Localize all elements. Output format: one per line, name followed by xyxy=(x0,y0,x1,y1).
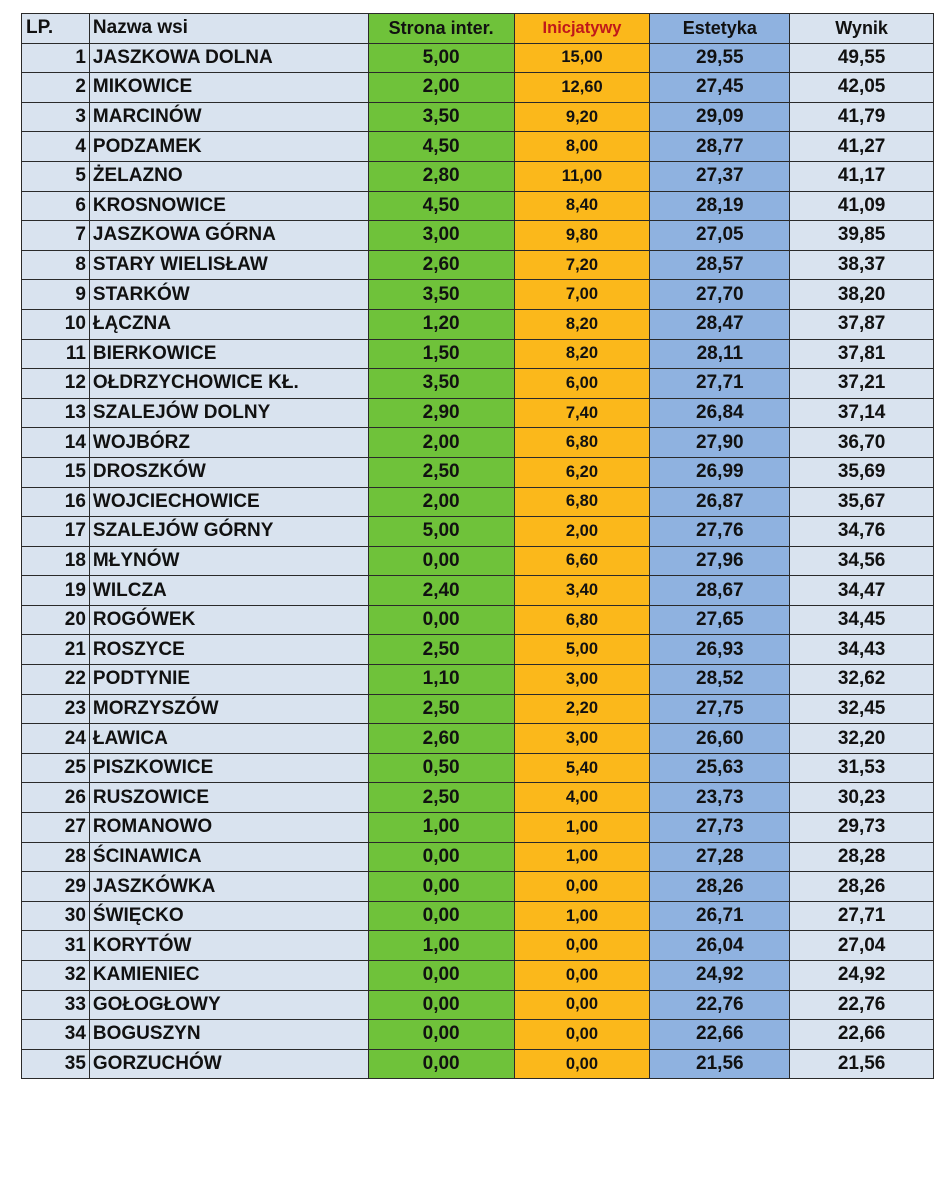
cell-strona: 5,00 xyxy=(368,43,514,73)
table-row xyxy=(22,665,934,695)
table-row xyxy=(22,1020,934,1050)
header-strona: Strona inter. xyxy=(368,14,514,44)
cell-wynik: 24,92 xyxy=(790,961,934,991)
cell-inicjatywy: 15,00 xyxy=(514,43,650,73)
cell-wynik: 34,43 xyxy=(790,635,934,665)
table-row xyxy=(22,635,934,665)
cell-inicjatywy: 1,00 xyxy=(514,813,650,843)
cell-strona: 1,20 xyxy=(368,309,514,339)
cell-inicjatywy: 6,80 xyxy=(514,605,650,635)
cell-lp: 27 xyxy=(22,813,90,843)
cell-wynik: 37,14 xyxy=(790,398,934,428)
cell-inicjatywy: 4,00 xyxy=(514,783,650,813)
cell-inicjatywy: 2,20 xyxy=(514,694,650,724)
table-row xyxy=(22,576,934,606)
cell-strona: 2,50 xyxy=(368,635,514,665)
cell-lp: 30 xyxy=(22,901,90,931)
cell-inicjatywy: 11,00 xyxy=(514,161,650,191)
cell-wynik: 37,81 xyxy=(790,339,934,369)
cell-lp: 26 xyxy=(22,783,90,813)
cell-village-name: ŁAWICA xyxy=(89,724,368,754)
cell-inicjatywy: 6,20 xyxy=(514,457,650,487)
cell-lp: 11 xyxy=(22,339,90,369)
cell-wynik: 27,04 xyxy=(790,931,934,961)
cell-strona: 1,00 xyxy=(368,931,514,961)
cell-inicjatywy: 6,80 xyxy=(514,428,650,458)
cell-village-name: WOJBÓRZ xyxy=(89,428,368,458)
cell-village-name: ROMANOWO xyxy=(89,813,368,843)
cell-lp: 29 xyxy=(22,872,90,902)
cell-lp: 18 xyxy=(22,546,90,576)
cell-lp: 12 xyxy=(22,369,90,399)
cell-village-name: BIERKOWICE xyxy=(89,339,368,369)
cell-estetyka: 26,99 xyxy=(650,457,790,487)
cell-estetyka: 28,11 xyxy=(650,339,790,369)
cell-strona: 0,00 xyxy=(368,901,514,931)
cell-wynik: 28,28 xyxy=(790,842,934,872)
cell-village-name: BOGUSZYN xyxy=(89,1020,368,1050)
cell-lp: 3 xyxy=(22,102,90,132)
cell-lp: 34 xyxy=(22,1020,90,1050)
cell-strona: 1,50 xyxy=(368,339,514,369)
cell-lp: 19 xyxy=(22,576,90,606)
cell-strona: 2,00 xyxy=(368,487,514,517)
cell-strona: 2,80 xyxy=(368,161,514,191)
cell-estetyka: 22,66 xyxy=(650,1020,790,1050)
cell-strona: 0,00 xyxy=(368,872,514,902)
header-wynik: Wynik xyxy=(790,14,934,44)
cell-estetyka: 23,73 xyxy=(650,783,790,813)
table-row xyxy=(22,221,934,251)
cell-wynik: 32,62 xyxy=(790,665,934,695)
table-row xyxy=(22,783,934,813)
cell-estetyka: 27,28 xyxy=(650,842,790,872)
cell-strona: 2,50 xyxy=(368,783,514,813)
cell-lp: 15 xyxy=(22,457,90,487)
cell-wynik: 31,53 xyxy=(790,753,934,783)
header-row xyxy=(22,14,934,44)
cell-estetyka: 27,45 xyxy=(650,73,790,103)
table-row xyxy=(22,102,934,132)
cell-estetyka: 28,67 xyxy=(650,576,790,606)
cell-wynik: 21,56 xyxy=(790,1049,934,1079)
cell-inicjatywy: 0,00 xyxy=(514,1049,650,1079)
cell-wynik: 27,71 xyxy=(790,901,934,931)
cell-lp: 14 xyxy=(22,428,90,458)
cell-inicjatywy: 6,80 xyxy=(514,487,650,517)
cell-inicjatywy: 5,00 xyxy=(514,635,650,665)
cell-wynik: 37,87 xyxy=(790,309,934,339)
cell-wynik: 34,47 xyxy=(790,576,934,606)
cell-lp: 21 xyxy=(22,635,90,665)
cell-estetyka: 29,09 xyxy=(650,102,790,132)
cell-village-name: STARKÓW xyxy=(89,280,368,310)
cell-wynik: 41,09 xyxy=(790,191,934,221)
cell-village-name: KORYTÓW xyxy=(89,931,368,961)
cell-lp: 7 xyxy=(22,221,90,251)
cell-inicjatywy: 12,60 xyxy=(514,73,650,103)
header-estetyka: Estetyka xyxy=(650,14,790,44)
cell-inicjatywy: 1,00 xyxy=(514,901,650,931)
cell-lp: 25 xyxy=(22,753,90,783)
cell-inicjatywy: 0,00 xyxy=(514,990,650,1020)
cell-lp: 23 xyxy=(22,694,90,724)
cell-wynik: 32,45 xyxy=(790,694,934,724)
table-row xyxy=(22,605,934,635)
header-inicjatywy: Inicjatywy xyxy=(514,14,650,44)
cell-strona: 0,00 xyxy=(368,1049,514,1079)
cell-inicjatywy: 6,00 xyxy=(514,369,650,399)
cell-estetyka: 27,75 xyxy=(650,694,790,724)
table-row xyxy=(22,546,934,576)
cell-estetyka: 26,04 xyxy=(650,931,790,961)
cell-wynik: 29,73 xyxy=(790,813,934,843)
cell-strona: 2,90 xyxy=(368,398,514,428)
cell-lp: 32 xyxy=(22,961,90,991)
cell-strona: 1,10 xyxy=(368,665,514,695)
table-row xyxy=(22,280,934,310)
cell-lp: 22 xyxy=(22,665,90,695)
cell-inicjatywy: 0,00 xyxy=(514,1020,650,1050)
cell-village-name: MIKOWICE xyxy=(89,73,368,103)
table-row xyxy=(22,990,934,1020)
cell-wynik: 22,76 xyxy=(790,990,934,1020)
cell-strona: 5,00 xyxy=(368,517,514,547)
cell-strona: 1,00 xyxy=(368,813,514,843)
cell-strona: 0,00 xyxy=(368,990,514,1020)
cell-village-name: MORZYSZÓW xyxy=(89,694,368,724)
cell-strona: 2,60 xyxy=(368,250,514,280)
table-row xyxy=(22,398,934,428)
cell-strona: 2,00 xyxy=(368,73,514,103)
cell-village-name: JASZKÓWKA xyxy=(89,872,368,902)
table-row xyxy=(22,161,934,191)
cell-inicjatywy: 2,00 xyxy=(514,517,650,547)
cell-strona: 0,00 xyxy=(368,842,514,872)
cell-inicjatywy: 3,40 xyxy=(514,576,650,606)
cell-wynik: 49,55 xyxy=(790,43,934,73)
cell-strona: 0,00 xyxy=(368,605,514,635)
cell-lp: 20 xyxy=(22,605,90,635)
cell-lp: 28 xyxy=(22,842,90,872)
table-row xyxy=(22,487,934,517)
cell-inicjatywy: 0,00 xyxy=(514,961,650,991)
cell-village-name: GOŁOGŁOWY xyxy=(89,990,368,1020)
cell-strona: 3,00 xyxy=(368,221,514,251)
cell-lp: 9 xyxy=(22,280,90,310)
cell-wynik: 34,76 xyxy=(790,517,934,547)
cell-inicjatywy: 0,00 xyxy=(514,931,650,961)
cell-inicjatywy: 6,60 xyxy=(514,546,650,576)
cell-village-name: WILCZA xyxy=(89,576,368,606)
cell-village-name: SZALEJÓW DOLNY xyxy=(89,398,368,428)
cell-wynik: 34,45 xyxy=(790,605,934,635)
cell-village-name: KROSNOWICE xyxy=(89,191,368,221)
cell-lp: 35 xyxy=(22,1049,90,1079)
table-row xyxy=(22,43,934,73)
cell-lp: 17 xyxy=(22,517,90,547)
cell-estetyka: 26,60 xyxy=(650,724,790,754)
cell-estetyka: 26,84 xyxy=(650,398,790,428)
cell-estetyka: 28,52 xyxy=(650,665,790,695)
cell-village-name: JASZKOWA DOLNA xyxy=(89,43,368,73)
cell-inicjatywy: 8,20 xyxy=(514,309,650,339)
cell-village-name: SZALEJÓW GÓRNY xyxy=(89,517,368,547)
cell-strona: 3,50 xyxy=(368,102,514,132)
cell-estetyka: 26,87 xyxy=(650,487,790,517)
cell-inicjatywy: 0,00 xyxy=(514,872,650,902)
cell-village-name: JASZKOWA GÓRNA xyxy=(89,221,368,251)
cell-strona: 2,60 xyxy=(368,724,514,754)
table-row xyxy=(22,694,934,724)
table-row xyxy=(22,931,934,961)
cell-strona: 2,50 xyxy=(368,457,514,487)
table-row xyxy=(22,961,934,991)
cell-strona: 0,00 xyxy=(368,1020,514,1050)
cell-lp: 31 xyxy=(22,931,90,961)
cell-village-name: ŁĄCZNA xyxy=(89,309,368,339)
cell-wynik: 36,70 xyxy=(790,428,934,458)
cell-strona: 4,50 xyxy=(368,132,514,162)
cell-inicjatywy: 7,20 xyxy=(514,250,650,280)
cell-wynik: 37,21 xyxy=(790,369,934,399)
cell-strona: 2,40 xyxy=(368,576,514,606)
cell-village-name: ROSZYCE xyxy=(89,635,368,665)
cell-estetyka: 28,19 xyxy=(650,191,790,221)
cell-lp: 1 xyxy=(22,43,90,73)
cell-village-name: GORZUCHÓW xyxy=(89,1049,368,1079)
table-row xyxy=(22,872,934,902)
cell-estetyka: 27,96 xyxy=(650,546,790,576)
cell-village-name: STARY WIELISŁAW xyxy=(89,250,368,280)
cell-strona: 4,50 xyxy=(368,191,514,221)
cell-estetyka: 27,37 xyxy=(650,161,790,191)
cell-wynik: 32,20 xyxy=(790,724,934,754)
cell-strona: 0,00 xyxy=(368,961,514,991)
table-body xyxy=(22,43,934,1079)
cell-lp: 2 xyxy=(22,73,90,103)
ranking-table xyxy=(21,13,934,1079)
header-name: Nazwa wsi xyxy=(89,14,368,44)
table-row xyxy=(22,191,934,221)
table-row xyxy=(22,309,934,339)
cell-village-name: ŚCINAWICA xyxy=(89,842,368,872)
cell-wynik: 22,66 xyxy=(790,1020,934,1050)
cell-lp: 24 xyxy=(22,724,90,754)
table-row xyxy=(22,369,934,399)
cell-lp: 33 xyxy=(22,990,90,1020)
cell-strona: 2,50 xyxy=(368,694,514,724)
cell-lp: 13 xyxy=(22,398,90,428)
cell-wynik: 38,37 xyxy=(790,250,934,280)
cell-village-name: ŻELAZNO xyxy=(89,161,368,191)
cell-village-name: KAMIENIEC xyxy=(89,961,368,991)
cell-village-name: ROGÓWEK xyxy=(89,605,368,635)
cell-inicjatywy: 5,40 xyxy=(514,753,650,783)
table-header xyxy=(22,14,934,44)
cell-strona: 3,50 xyxy=(368,280,514,310)
cell-estetyka: 24,92 xyxy=(650,961,790,991)
cell-estetyka: 27,73 xyxy=(650,813,790,843)
table-row xyxy=(22,724,934,754)
cell-estetyka: 27,70 xyxy=(650,280,790,310)
cell-estetyka: 26,93 xyxy=(650,635,790,665)
cell-estetyka: 21,56 xyxy=(650,1049,790,1079)
cell-estetyka: 26,71 xyxy=(650,901,790,931)
cell-lp: 10 xyxy=(22,309,90,339)
cell-estetyka: 28,57 xyxy=(650,250,790,280)
cell-inicjatywy: 8,20 xyxy=(514,339,650,369)
cell-village-name: MŁYNÓW xyxy=(89,546,368,576)
cell-inicjatywy: 3,00 xyxy=(514,724,650,754)
cell-village-name: PODTYNIE xyxy=(89,665,368,695)
cell-estetyka: 28,77 xyxy=(650,132,790,162)
table-row xyxy=(22,339,934,369)
cell-lp: 6 xyxy=(22,191,90,221)
header-lp: LP. xyxy=(22,14,90,44)
table-row xyxy=(22,813,934,843)
cell-strona: 0,00 xyxy=(368,546,514,576)
cell-wynik: 35,67 xyxy=(790,487,934,517)
cell-strona: 0,50 xyxy=(368,753,514,783)
cell-strona: 2,00 xyxy=(368,428,514,458)
cell-wynik: 41,79 xyxy=(790,102,934,132)
cell-strona: 3,50 xyxy=(368,369,514,399)
table-row xyxy=(22,901,934,931)
cell-lp: 8 xyxy=(22,250,90,280)
cell-village-name: WOJCIECHOWICE xyxy=(89,487,368,517)
cell-lp: 16 xyxy=(22,487,90,517)
cell-wynik: 34,56 xyxy=(790,546,934,576)
table-row xyxy=(22,1049,934,1079)
cell-inicjatywy: 9,80 xyxy=(514,221,650,251)
table-row xyxy=(22,428,934,458)
table-row xyxy=(22,842,934,872)
cell-estetyka: 27,76 xyxy=(650,517,790,547)
cell-estetyka: 25,63 xyxy=(650,753,790,783)
cell-village-name: ŚWIĘCKO xyxy=(89,901,368,931)
cell-wynik: 35,69 xyxy=(790,457,934,487)
cell-estetyka: 22,76 xyxy=(650,990,790,1020)
cell-estetyka: 28,47 xyxy=(650,309,790,339)
cell-inicjatywy: 9,20 xyxy=(514,102,650,132)
cell-village-name: OŁDRZYCHOWICE KŁ. xyxy=(89,369,368,399)
cell-wynik: 30,23 xyxy=(790,783,934,813)
cell-wynik: 41,17 xyxy=(790,161,934,191)
table-row xyxy=(22,457,934,487)
cell-village-name: DROSZKÓW xyxy=(89,457,368,487)
table-row xyxy=(22,132,934,162)
cell-estetyka: 28,26 xyxy=(650,872,790,902)
cell-inicjatywy: 8,40 xyxy=(514,191,650,221)
cell-inicjatywy: 7,00 xyxy=(514,280,650,310)
cell-estetyka: 27,05 xyxy=(650,221,790,251)
cell-inicjatywy: 1,00 xyxy=(514,842,650,872)
cell-village-name: RUSZOWICE xyxy=(89,783,368,813)
cell-wynik: 39,85 xyxy=(790,221,934,251)
cell-wynik: 28,26 xyxy=(790,872,934,902)
cell-village-name: PISZKOWICE xyxy=(89,753,368,783)
cell-village-name: PODZAMEK xyxy=(89,132,368,162)
cell-wynik: 41,27 xyxy=(790,132,934,162)
cell-wynik: 42,05 xyxy=(790,73,934,103)
table-row xyxy=(22,73,934,103)
table-row xyxy=(22,753,934,783)
cell-wynik: 38,20 xyxy=(790,280,934,310)
cell-lp: 4 xyxy=(22,132,90,162)
table-row xyxy=(22,517,934,547)
cell-inicjatywy: 7,40 xyxy=(514,398,650,428)
cell-inicjatywy: 8,00 xyxy=(514,132,650,162)
cell-estetyka: 29,55 xyxy=(650,43,790,73)
cell-village-name: MARCINÓW xyxy=(89,102,368,132)
cell-lp: 5 xyxy=(22,161,90,191)
cell-inicjatywy: 3,00 xyxy=(514,665,650,695)
cell-estetyka: 27,65 xyxy=(650,605,790,635)
cell-estetyka: 27,71 xyxy=(650,369,790,399)
table-row xyxy=(22,250,934,280)
cell-estetyka: 27,90 xyxy=(650,428,790,458)
